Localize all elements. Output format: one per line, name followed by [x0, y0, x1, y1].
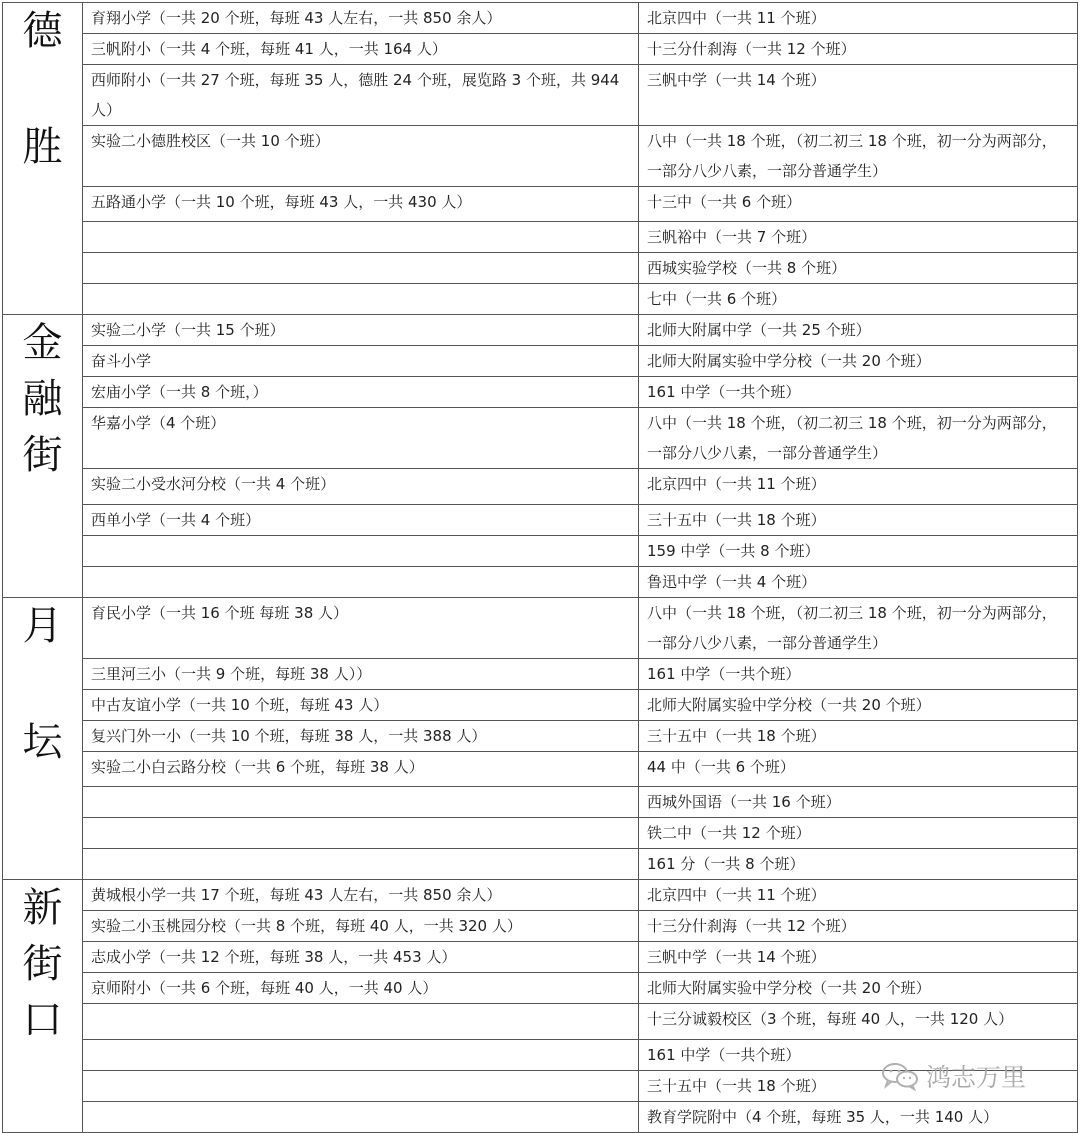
table-row — [3, 911, 1078, 942]
middle-school-cell: 北京四中（一共 11 个班） — [639, 3, 1078, 34]
table-row — [3, 690, 1078, 721]
primary-school-cell: 复兴门外一小（一共 10 个班，每班 38 人，一共 388 人） — [83, 721, 639, 752]
primary-school-cell: 奋斗小学 — [83, 346, 639, 377]
middle-school-cell: 八中（一共 18 个班，（初二初三 18 个班，初一分为两部分，一部分八少八素，一部分普通学生） — [639, 598, 1078, 659]
middle-school-cell: 七中（一共 6 个班） — [639, 284, 1078, 315]
table-row — [3, 752, 1078, 787]
middle-school-cell: 鲁迅中学（一共 4 个班） — [639, 567, 1078, 598]
middle-school-cell: 北京四中（一共 11 个班） — [639, 880, 1078, 911]
district-cell — [3, 880, 83, 1133]
table-row — [3, 973, 1078, 1004]
middle-school-cell: 161 分（一共 8 个班） — [639, 849, 1078, 880]
middle-school-cell: 三帆中学（一共 14 个班） — [639, 942, 1078, 973]
primary-school-cell: 实验二小白云路分校（一共 6 个班，每班 38 人） — [83, 752, 639, 787]
middle-school-cell: 三十五中（一共 18 个班） — [639, 1071, 1078, 1102]
watermark-text: 鸿志万里 — [926, 1063, 1027, 1092]
middle-school-cell: 159 中学（一共 8 个班） — [639, 536, 1078, 567]
district-cell — [3, 598, 83, 880]
primary-school-cell — [83, 222, 639, 253]
primary-school-cell: 育翔小学（一共 20 个班，每班 43 人左右，一共 850 余人） — [83, 3, 639, 34]
table-row — [3, 818, 1078, 849]
district-name-char: 胜 — [22, 124, 63, 170]
table-row — [3, 469, 1078, 505]
middle-school-cell: 北师大附属实验中学分校（一共 20 个班） — [639, 346, 1078, 377]
middle-school-cell: 教育学院附中（4 个班，每班 35 人，一共 140 人） — [639, 1102, 1078, 1133]
table-row — [3, 787, 1078, 818]
district-name-char: 坛 — [22, 719, 63, 765]
primary-school-cell: 中古友谊小学（一共 10 个班，每班 43 人） — [83, 690, 639, 721]
primary-school-cell — [83, 849, 639, 880]
table-row — [3, 849, 1078, 880]
district-name-char: 金 — [22, 320, 63, 366]
middle-school-cell: 三十五中（一共 18 个班） — [639, 721, 1078, 752]
watermark — [880, 1058, 1026, 1094]
district-name-char: 月 — [22, 603, 63, 649]
primary-school-cell — [83, 1040, 639, 1071]
middle-school-cell: 八中（一共 18 个班，（初二初三 18 个班，初一分为两部分，一部分八少八素，一部分普通学生） — [639, 126, 1078, 187]
table-row — [3, 1004, 1078, 1040]
table-row — [3, 1102, 1078, 1133]
middle-school-cell: 三十五中（一共 18 个班） — [639, 505, 1078, 536]
district-cell — [3, 3, 83, 315]
table-row — [3, 253, 1078, 284]
middle-school-cell: 44 中（一共 6 个班） — [639, 752, 1078, 787]
middle-school-cell: 北师大附属实验中学分校（一共 20 个班） — [639, 973, 1078, 1004]
primary-school-cell: 西单小学（一共 4 个班） — [83, 505, 639, 536]
middle-school-cell: 西城外国语（一共 16 个班） — [639, 787, 1078, 818]
primary-school-cell: 实验二小受水河分校（一共 4 个班） — [83, 469, 639, 505]
primary-school-cell — [83, 567, 639, 598]
primary-school-cell: 实验二小学（一共 15 个班） — [83, 315, 639, 346]
primary-school-cell: 宏庙小学（一共 8 个班，） — [83, 377, 639, 408]
primary-school-cell: 三里河三小（一共 9 个班，每班 38 人）） — [83, 659, 639, 690]
primary-school-cell — [83, 284, 639, 315]
middle-school-cell: 十三分什刹海（一共 12 个班） — [639, 34, 1078, 65]
table-row — [3, 942, 1078, 973]
primary-school-cell — [83, 536, 639, 567]
district-name-char: 口 — [22, 997, 63, 1043]
middle-school-cell: 161 中学（一共个班） — [639, 377, 1078, 408]
primary-school-cell: 育民小学（一共 16 个班 每班 38 人） — [83, 598, 639, 659]
primary-school-cell — [83, 1071, 639, 1102]
primary-school-cell: 京师附小（一共 6 个班，每班 40 人，一共 40 人） — [83, 973, 639, 1004]
district-name-char: 街 — [22, 941, 63, 987]
middle-school-cell: 北师大附属中学（一共 25 个班） — [639, 315, 1078, 346]
district-name-char: 街 — [22, 432, 63, 478]
middle-school-cell: 十三中（一共 6 个班） — [639, 187, 1078, 222]
table-row — [3, 34, 1078, 65]
table-row — [3, 567, 1078, 598]
table-row — [3, 284, 1078, 315]
table-row — [3, 187, 1078, 222]
table-row — [3, 126, 1078, 187]
district-name-char: 融 — [22, 376, 63, 422]
middle-school-cell: 十三分什刹海（一共 12 个班） — [639, 911, 1078, 942]
primary-school-cell: 华嘉小学（4 个班） — [83, 408, 639, 469]
primary-school-cell — [83, 1102, 639, 1133]
middle-school-cell: 八中（一共 18 个班，（初二初三 18 个班，初一分为两部分，一部分八少八素，一部分普通学生） — [639, 408, 1078, 469]
table-row — [3, 598, 1078, 659]
middle-school-cell: 三帆中学（一共 14 个班） — [639, 65, 1078, 126]
table-row — [3, 65, 1078, 126]
primary-school-cell — [83, 787, 639, 818]
district-name-char: 德 — [22, 8, 63, 54]
middle-school-cell: 十三分诚毅校区（3 个班，每班 40 人，一共 120 人） — [639, 1004, 1078, 1040]
primary-school-cell — [83, 253, 639, 284]
table-row — [3, 659, 1078, 690]
table-row — [3, 505, 1078, 536]
table-row — [3, 377, 1078, 408]
primary-school-cell — [83, 818, 639, 849]
middle-school-cell: 北师大附属实验中学分校（一共 20 个班） — [639, 690, 1078, 721]
primary-school-cell: 五路通小学（一共 10 个班，每班 43 人，一共 430 人） — [83, 187, 639, 222]
primary-school-cell — [83, 1004, 639, 1040]
district-name-char: 新 — [22, 885, 63, 931]
middle-school-cell: 北京四中（一共 11 个班） — [639, 469, 1078, 505]
primary-school-cell: 实验二小玉桃园分校（一共 8 个班，每班 40 人，一共 320 人） — [83, 911, 639, 942]
table-row — [3, 315, 1078, 346]
table-row — [3, 721, 1078, 752]
district-cell — [3, 315, 83, 598]
primary-school-cell: 志成小学（一共 12 个班，每班 38 人，一共 453 人） — [83, 942, 639, 973]
primary-school-cell: 黄城根小学一共 17 个班，每班 43 人左右，一共 850 余人） — [83, 880, 639, 911]
table-row — [3, 346, 1078, 377]
table-row — [3, 222, 1078, 253]
primary-school-cell: 西师附小（一共 27 个班，每班 35 人，德胜 24 个班，展览路 3 个班，共 944 人） — [83, 65, 639, 126]
primary-school-cell: 实验二小德胜校区（一共 10 个班） — [83, 126, 639, 187]
table-row — [3, 3, 1078, 34]
middle-school-cell: 三帆裕中（一共 7 个班） — [639, 222, 1078, 253]
middle-school-cell: 161 中学（一共个班） — [639, 659, 1078, 690]
table-row — [3, 536, 1078, 567]
wechat-icon — [880, 1061, 920, 1091]
primary-school-cell: 三帆附小（一共 4 个班，每班 41 人，一共 164 人） — [83, 34, 639, 65]
middle-school-cell: 铁二中（一共 12 个班） — [639, 818, 1078, 849]
middle-school-cell: 161 中学（一共个班） — [639, 1040, 1078, 1071]
middle-school-cell: 西城实验学校（一共 8 个班） — [639, 253, 1078, 284]
table-row — [3, 408, 1078, 469]
school-table — [2, 2, 1078, 1133]
table-row — [3, 880, 1078, 911]
